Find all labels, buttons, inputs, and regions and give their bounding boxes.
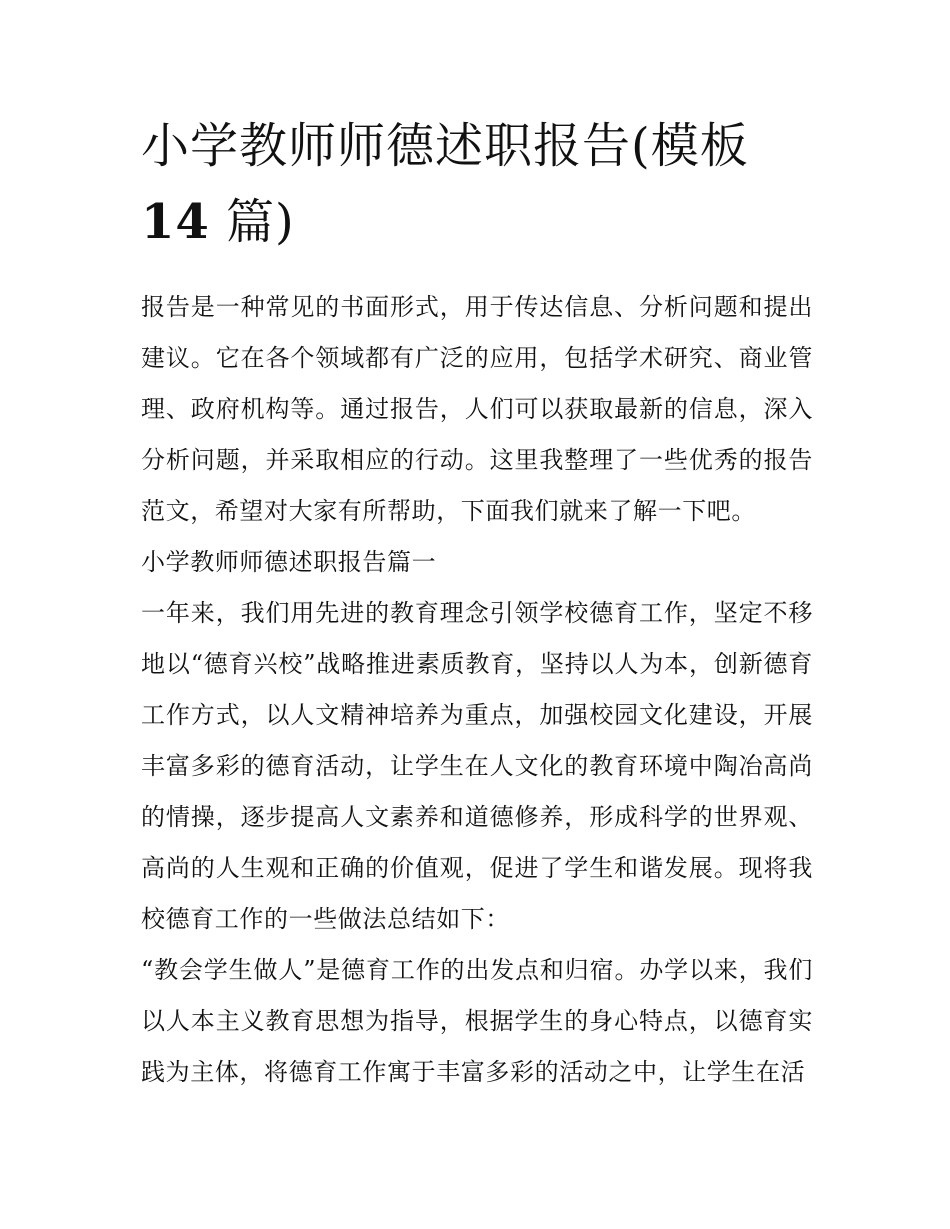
document-title xyxy=(141,108,813,260)
document-body xyxy=(141,108,813,1098)
body-paragraph-1: 一年来，我们用先进的教育理念引领学校德育工作，坚定不移地以“德育兴校”战略推进素质教育，坚持以人为本，创新德育工作方式，以人文精神培养为重点，加强校园文化建设，开展丰富多彩的德育活动，让学生在人文化的教育环境中陶冶高尚的情操，逐步提高人文素养和道德修养，形成科学的世界观、高尚的人生观和正确的价值观，促进了学生和谐发展。现将我校德育工作的一些做法总结如下： xyxy=(141,599,813,933)
title-line-2: 篇) xyxy=(209,194,295,250)
title-number: 14 xyxy=(141,194,210,250)
body-paragraph-2: “教会学生做人”是德育工作的出发点和归宿。办学以来，我们以人本主义教育思想为指导，根据学生的身心特点，以德育实践为主体，将德育工作寓于丰富多彩的活动之中，让学生在活 xyxy=(141,956,813,1086)
title-line-1: 小学教师师德述职报告(模板 xyxy=(141,118,749,174)
intro-paragraph: 报告是一种常见的书面形式，用于传达信息、分析问题和提出建议。它在各个领域都有广泛的应用，包括学术研究、商业管理、政府机构等。通过报告，人们可以获取最新的信息，深入分析问题，并采取相应的行动。这里我整理了一些优秀的报告范文，希望对大家有所帮助，下面我们就来了解一下吧。 xyxy=(141,293,813,525)
section-heading: 小学教师师德述职报告篇一 xyxy=(141,548,437,576)
